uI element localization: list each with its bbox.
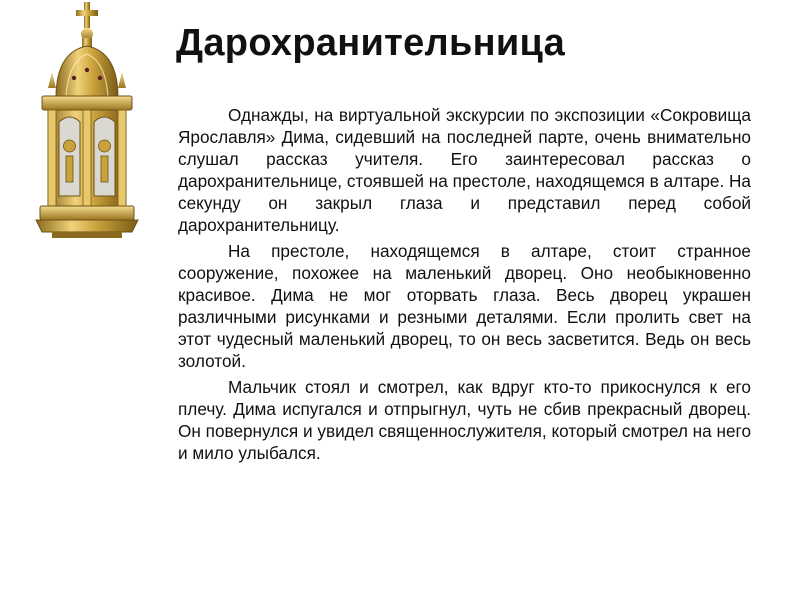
- page-title: Дарохранительница: [176, 22, 566, 64]
- paragraph-3: Мальчик стоял и смотрел, как вдруг кто-то прикоснулся к его плечу. Дима испугался и отпрыгнул, чуть не сбив прекрасный дворец. Он повернулся и увидел священнослужителя, который смотрел на него и мило улыбался.: [178, 377, 752, 463]
- paragraph-1: Однажды, на виртуальной экскурсии по экспозиции «Сокровища Ярославля» Дима, сидевший на последней парте, очень внимательно слушал рассказ учителя. Его заинтересовал рассказ о дарохранительнице, стоявшей на престоле, находящемся в алтаре. На секунду он закрыл глаза и представил перед собой дарохранительницу.: [178, 105, 751, 235]
- golden-tabernacle-icon: [22, 0, 152, 300]
- paragraph-2: На престоле, находящемся в алтаре, стоит странное сооружение, похожее на маленький дворец. Оно необыкновенно красивое. Дима не мог оторвать глаза. Весь дворец украшен различными рисунками и резными деталями. Если пролить свет на этот чудесный маленький дворец, то он весь засветится. Ведь он весь золотой.: [178, 241, 751, 371]
- story-text: [178, 104, 751, 464]
